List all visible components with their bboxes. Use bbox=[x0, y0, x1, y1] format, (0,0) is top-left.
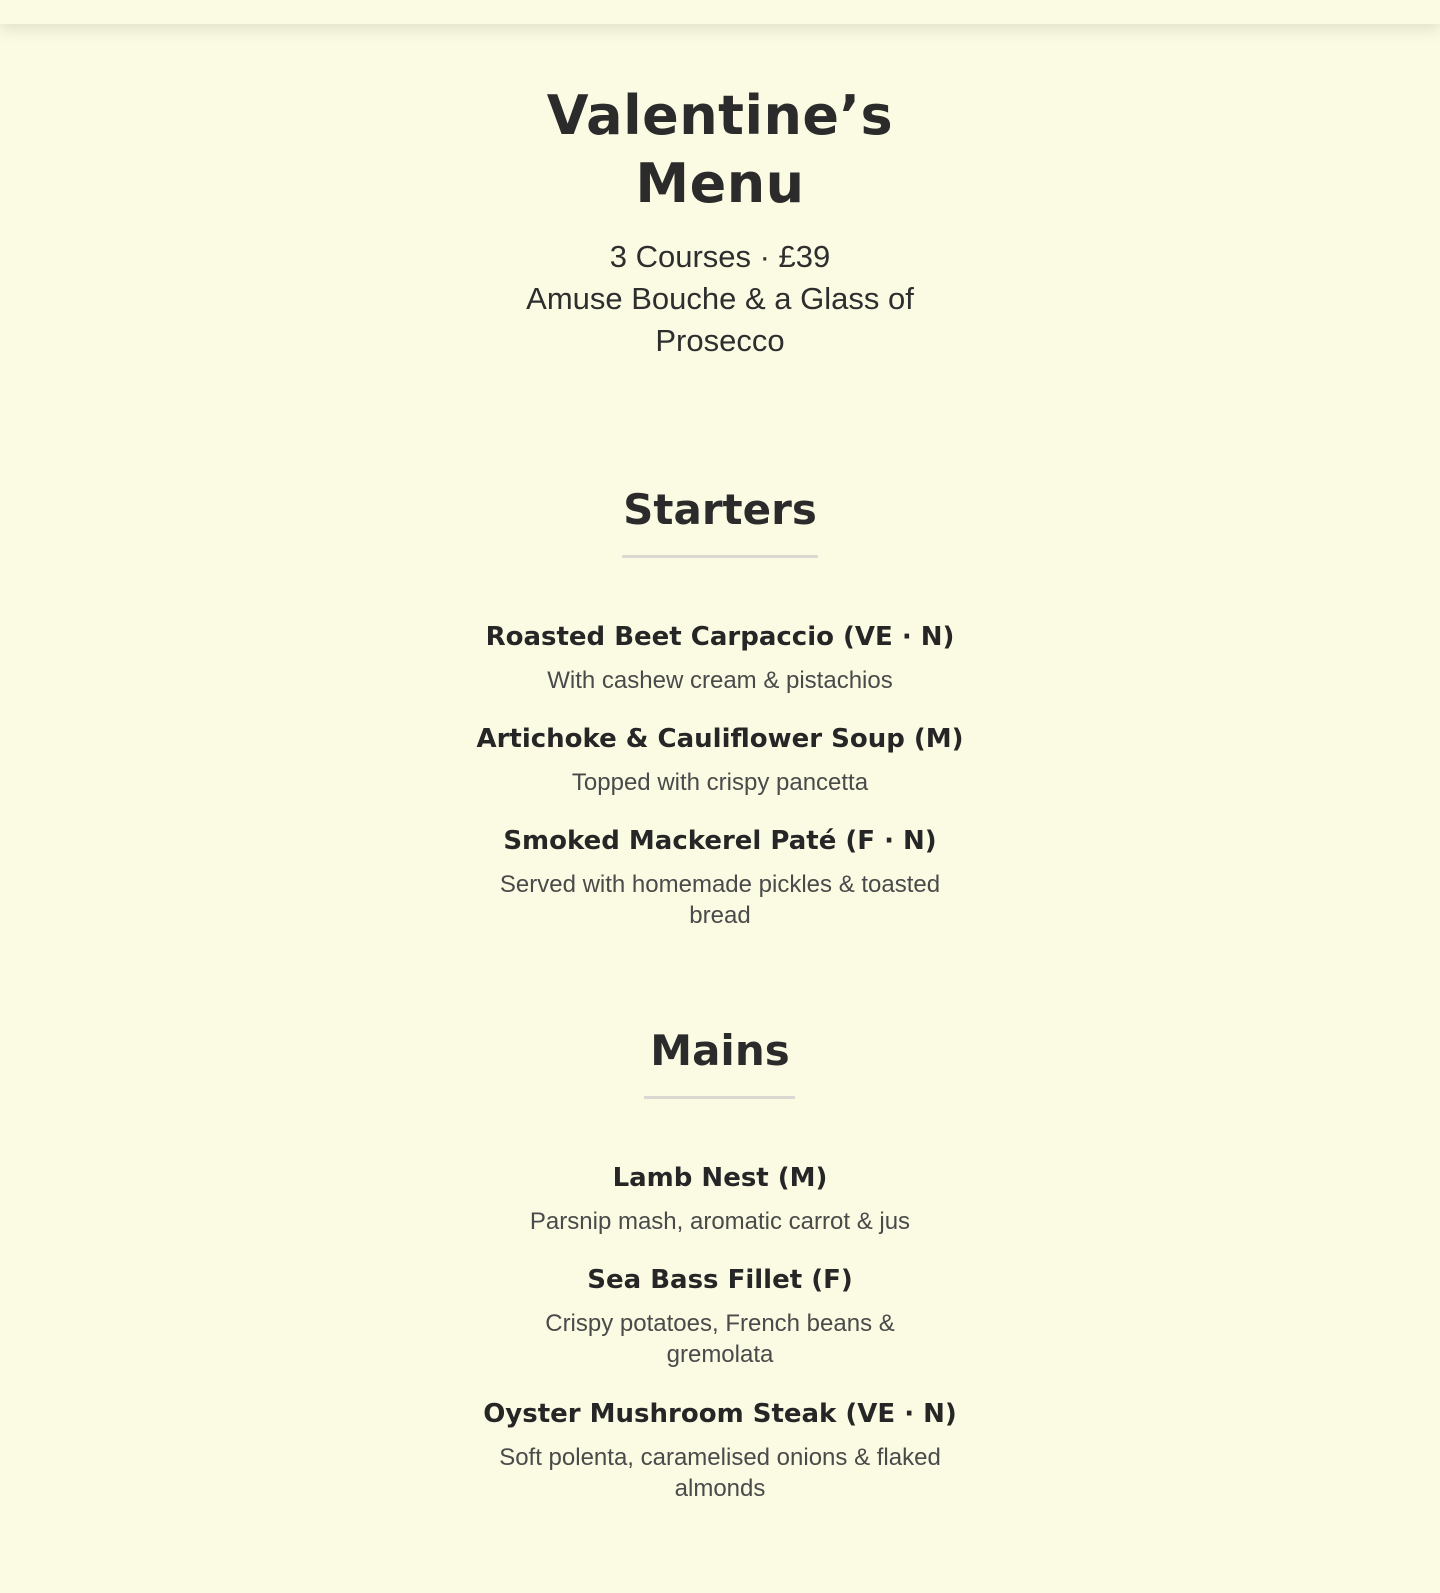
starter-item-name: Smoked Mackerel Paté (F · N) bbox=[503, 826, 937, 856]
main-item-desc bbox=[0, 1308, 1440, 1370]
starter-item-desc bbox=[0, 869, 1440, 931]
main-item-desc-line: Crispy potatoes, French beans & bbox=[545, 1310, 895, 1337]
main-item-name: Lamb Nest (M) bbox=[612, 1163, 828, 1193]
mains-divider bbox=[644, 1096, 795, 1099]
starters-divider bbox=[622, 555, 818, 558]
starter-item-desc bbox=[0, 665, 1440, 696]
title-line-2: Menu bbox=[635, 152, 805, 215]
main-item-desc-line: Parsnip mash, aromatic carrot & jus bbox=[529, 1208, 911, 1235]
main-item-desc-line: Soft polenta, caramelised onions & flaked bbox=[499, 1444, 941, 1471]
mains-heading: Mains bbox=[650, 1026, 790, 1075]
subtitle-price: 3 Courses · £39 bbox=[609, 239, 831, 274]
starter-item-name: Artichoke & Cauliflower Soup (M) bbox=[476, 724, 964, 754]
starter-item-desc-line: Topped with crispy pancetta bbox=[571, 769, 869, 796]
subtitle-extras: Amuse Bouche & a Glass of bbox=[526, 281, 914, 316]
starter-item-desc-line: With cashew cream & pistachios bbox=[547, 667, 893, 694]
starter-item-desc-line: bread bbox=[689, 902, 751, 929]
menu-subtitle bbox=[0, 236, 1440, 362]
starter-item-name: Roasted Beet Carpaccio (VE · N) bbox=[485, 622, 955, 652]
starters-heading: Starters bbox=[623, 485, 817, 534]
main-item-name: Oyster Mushroom Steak (VE · N) bbox=[483, 1399, 957, 1429]
main-item-desc-line: almonds bbox=[674, 1475, 766, 1502]
main-item-desc bbox=[0, 1442, 1440, 1504]
top-bar bbox=[0, 0, 1440, 24]
page-title bbox=[0, 82, 1440, 218]
starter-item-desc bbox=[0, 767, 1440, 798]
starter-item-desc-line: Served with homemade pickles & toasted bbox=[499, 871, 941, 898]
subtitle-extras-cont: Prosecco bbox=[655, 323, 785, 358]
main-item-desc-line: gremolata bbox=[666, 1341, 774, 1368]
title-line-1: Valentine’s bbox=[546, 84, 894, 147]
main-item-name: Sea Bass Fillet (F) bbox=[587, 1265, 853, 1295]
main-item-desc bbox=[0, 1206, 1440, 1237]
